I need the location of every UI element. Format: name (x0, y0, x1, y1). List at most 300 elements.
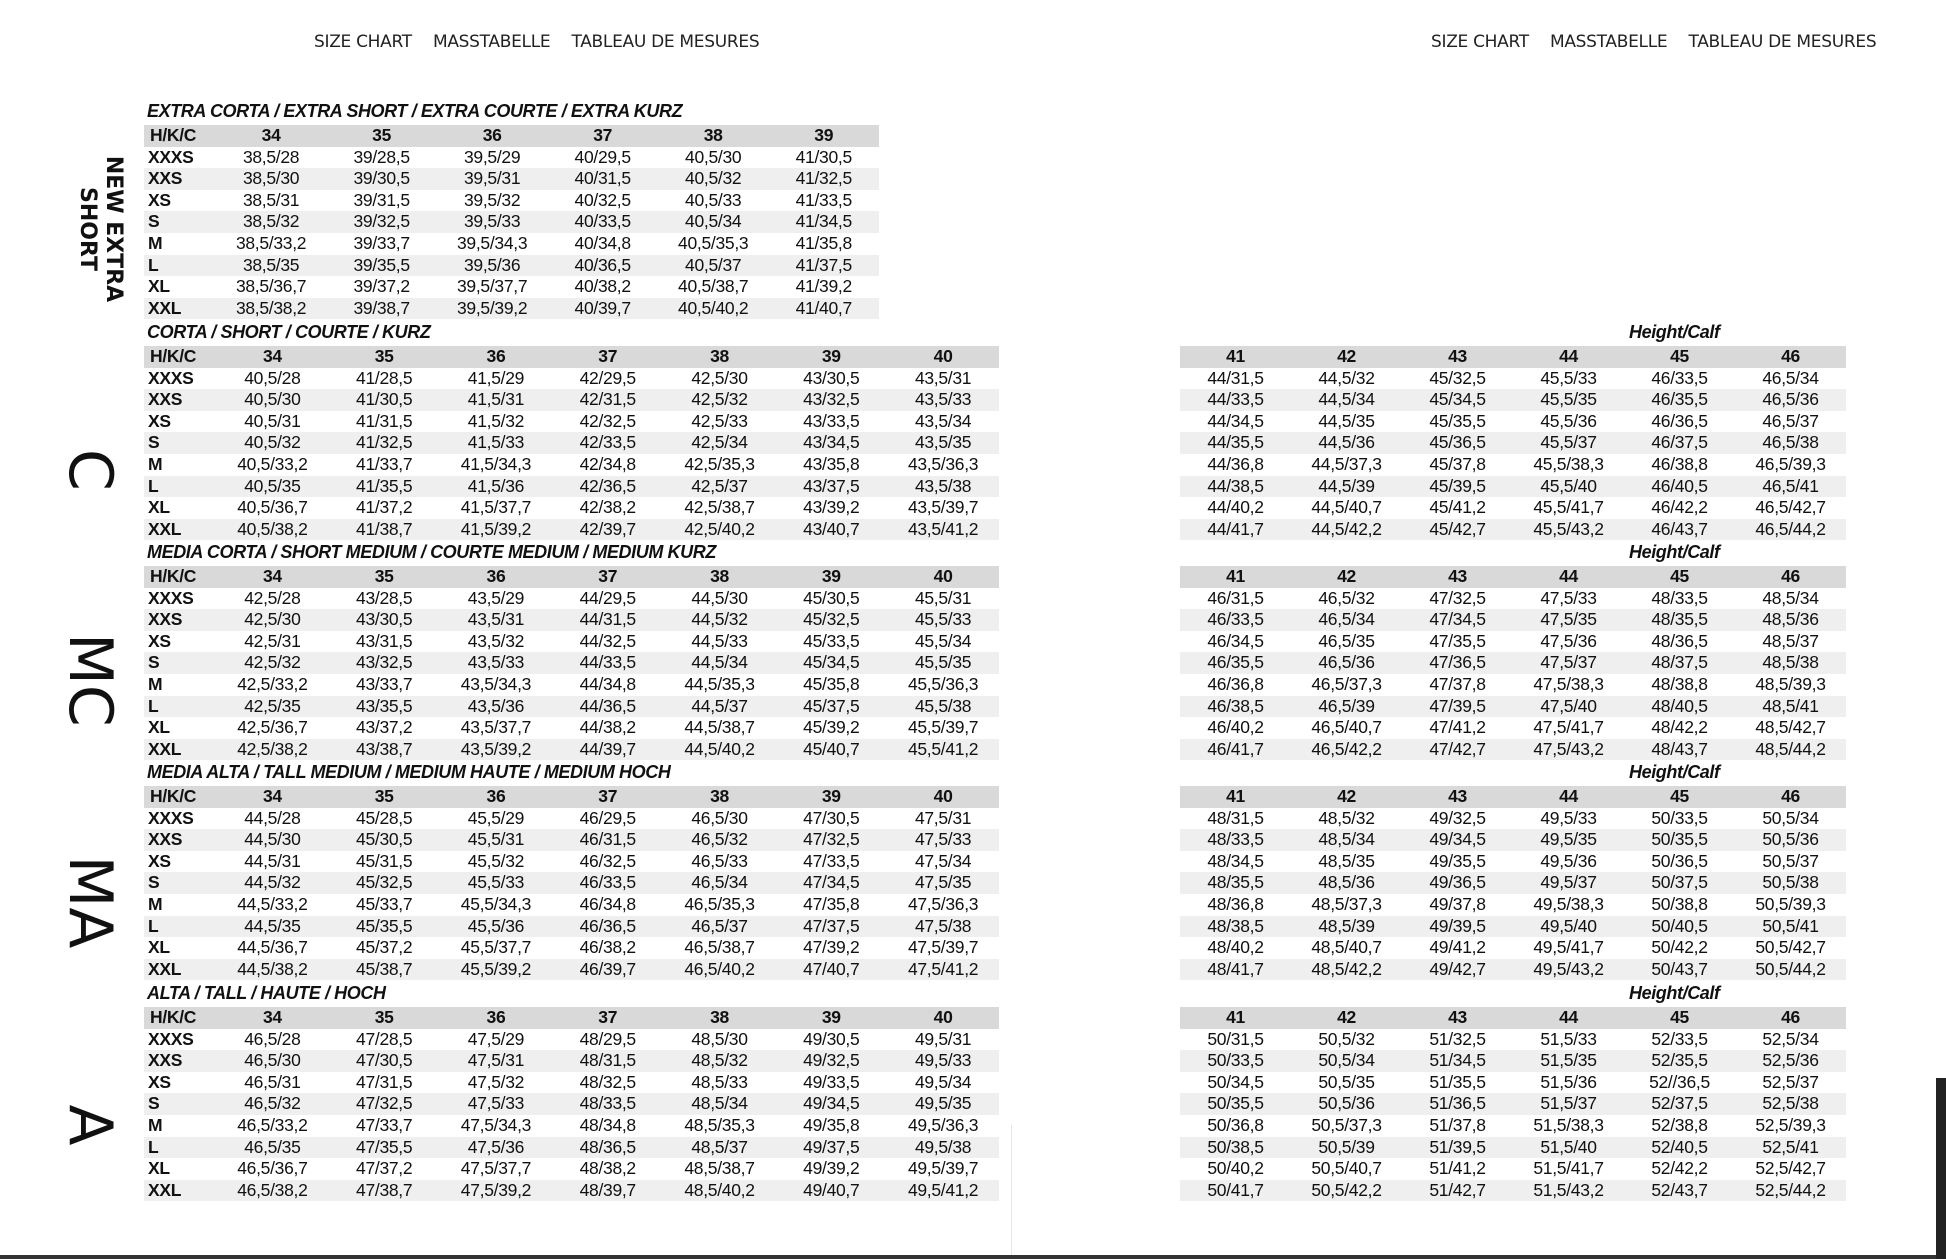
table-row (144, 432, 999, 454)
measure-cell: 41/32,5 (328, 432, 440, 454)
measure-cell: 47,5/36 (1513, 631, 1624, 653)
measure-cell: 46/37,5 (1624, 432, 1735, 454)
measure-cell: 45/30,5 (775, 588, 887, 610)
measure-cell: 45,5/31 (440, 829, 552, 851)
measure-cell: 39,5/34,3 (437, 233, 548, 255)
measure-cell: 51,5/33 (1513, 1029, 1624, 1051)
measure-cell: 44,5/32 (664, 609, 776, 631)
size-label: XXS (144, 168, 216, 190)
measure-cell: 42,5/35,3 (664, 454, 776, 476)
measure-cell: 49,5/39,7 (887, 1158, 999, 1180)
table-row (1180, 454, 1846, 476)
measure-cell: 39/33,7 (326, 233, 436, 255)
header-masstabelle: MASSTABELLE (432, 32, 551, 52)
measure-cell: 42,5/30 (217, 609, 329, 631)
measure-cell: 47,5/37 (1513, 652, 1624, 674)
size-label: XXL (144, 739, 217, 761)
measure-cell: 46,5/32 (1291, 588, 1402, 610)
measure-cell: 41/39,2 (768, 276, 879, 298)
measure-cell: 41/28,5 (328, 368, 440, 390)
measure-cell: 45/39,2 (775, 717, 887, 739)
table-extra-short (144, 125, 879, 319)
table-row (1180, 1180, 1846, 1202)
measure-cell: 44,5/35 (1291, 411, 1402, 433)
measure-cell: 47,5/35 (887, 872, 999, 894)
size-label: XXXS (144, 808, 217, 830)
measure-cell: 43,5/37,7 (440, 717, 552, 739)
measure-cell: 41,5/32 (440, 411, 552, 433)
table-row (144, 168, 879, 190)
measure-cell: 42/34,8 (552, 454, 664, 476)
measure-cell: 49/40,7 (775, 1180, 887, 1202)
measure-cell: 45/35,8 (775, 674, 887, 696)
measure-cell: 39,5/29 (437, 147, 548, 169)
measure-cell: 47/30,5 (775, 808, 887, 830)
measure-cell: 42/36,5 (552, 476, 664, 498)
size-label: XL (144, 497, 217, 519)
measure-cell: 49/34,5 (775, 1093, 887, 1115)
measure-cell: 41,5/36 (440, 476, 552, 498)
measure-cell: 43/35,8 (775, 454, 887, 476)
measure-cell: 45/32,5 (328, 872, 440, 894)
measure-cell: 44/38,2 (552, 717, 664, 739)
shoe-size-header: 39 (768, 125, 879, 147)
measure-cell: 47,5/39,7 (887, 937, 999, 959)
measure-cell: 47,5/39,2 (440, 1180, 552, 1202)
measure-cell: 50/42,2 (1624, 937, 1735, 959)
measure-cell: 52/37,5 (1624, 1093, 1735, 1115)
size-label: XXS (144, 829, 217, 851)
measure-cell: 46,5/33,2 (217, 1115, 329, 1137)
table-row (1180, 808, 1846, 830)
measure-cell: 47,5/36,3 (887, 894, 999, 916)
measure-cell: 46,5/35 (217, 1137, 329, 1159)
measure-cell: 43/33,7 (328, 674, 440, 696)
height-calf-short: Height/Calf (1629, 322, 1720, 342)
measure-cell: 45,5/38 (887, 696, 999, 718)
measure-cell: 40,5/32 (217, 432, 329, 454)
measure-cell: 50/34,5 (1180, 1072, 1291, 1094)
measure-cell: 38,5/35 (216, 255, 327, 277)
measure-cell: 52/35,5 (1624, 1050, 1735, 1072)
size-label: XS (144, 190, 216, 212)
measure-cell: 45,5/41,2 (887, 739, 999, 761)
measure-cell: 40,5/36,7 (217, 497, 329, 519)
table-row (1180, 959, 1846, 981)
measure-cell: 49/35,8 (775, 1115, 887, 1137)
size-label: XXXS (144, 368, 217, 390)
measure-cell: 52,5/41 (1735, 1137, 1846, 1159)
measure-cell: 42,5/34 (664, 432, 776, 454)
measure-cell: 44,5/42,2 (1291, 519, 1402, 541)
measure-cell: 42,5/40,2 (664, 519, 776, 541)
height-calf-tall: Height/Calf (1629, 983, 1720, 1003)
table-row (144, 631, 999, 653)
measure-cell: 45/30,5 (328, 829, 440, 851)
measure-cell: 46/34,5 (1180, 631, 1291, 653)
shoe-size-header: 40 (887, 1007, 999, 1029)
size-label: XXS (144, 609, 217, 631)
measure-cell: 50/38,5 (1180, 1137, 1291, 1159)
measure-cell: 39/30,5 (326, 168, 436, 190)
table-row (1180, 851, 1846, 873)
table-row (1180, 674, 1846, 696)
bottom-border (0, 1255, 1946, 1259)
measure-cell: 42,5/33 (664, 411, 776, 433)
measure-cell: 49/35,5 (1402, 851, 1513, 873)
measure-cell: 44,5/36,7 (217, 937, 329, 959)
measure-cell: 44,5/32 (217, 872, 329, 894)
shoe-size-header: 34 (217, 566, 329, 588)
measure-cell: 48,5/38 (1735, 652, 1846, 674)
measure-cell: 41/35,8 (768, 233, 879, 255)
measure-cell: 46,5/34 (1735, 368, 1846, 390)
header-size-chart: SIZE CHART (314, 32, 412, 52)
table-row (144, 233, 879, 255)
measure-cell: 42,5/38,7 (664, 497, 776, 519)
measure-cell: 46/36,5 (552, 916, 664, 938)
measure-cell: 44,5/38,2 (217, 959, 329, 981)
measure-cell: 41,5/31 (440, 389, 552, 411)
measure-cell: 43,5/32 (440, 631, 552, 653)
table-row (1180, 1072, 1846, 1094)
measure-cell: 47/28,5 (328, 1029, 440, 1051)
measure-cell: 52/40,5 (1624, 1137, 1735, 1159)
measure-cell: 48/33,5 (1624, 588, 1735, 610)
measure-cell: 43/37,2 (328, 717, 440, 739)
measure-cell: 45,5/35 (1513, 389, 1624, 411)
measure-cell: 48,5/42,7 (1735, 717, 1846, 739)
measure-cell: 41/37,2 (328, 497, 440, 519)
measure-cell: 47/32,5 (775, 829, 887, 851)
measure-cell: 51,5/38,3 (1513, 1115, 1624, 1137)
measure-cell: 42,5/35 (217, 696, 329, 718)
table-row (1180, 1158, 1846, 1180)
measure-cell: 38,5/31 (216, 190, 327, 212)
measure-cell: 42,5/32 (664, 389, 776, 411)
measure-cell: 49/41,2 (1402, 937, 1513, 959)
measure-cell: 46,5/38,2 (217, 1180, 329, 1202)
measure-cell: 49,5/40 (1513, 916, 1624, 938)
size-label: XS (144, 411, 217, 433)
measure-cell: 47,5/33 (440, 1093, 552, 1115)
measure-cell: 44,5/37 (664, 696, 776, 718)
hk-header: H/K/C (144, 125, 216, 147)
measure-cell: 46,5/39,3 (1735, 454, 1846, 476)
measure-cell: 45,5/43,2 (1513, 519, 1624, 541)
measure-cell: 45/35,5 (1402, 411, 1513, 433)
measure-cell: 45,5/33 (1513, 368, 1624, 390)
measure-cell: 44/34,5 (1180, 411, 1291, 433)
measure-cell: 45/39,5 (1402, 476, 1513, 498)
measure-cell: 39/31,5 (326, 190, 436, 212)
measure-cell: 40,5/33 (658, 190, 769, 212)
measure-cell: 51/42,7 (1402, 1180, 1513, 1202)
table-header-row (1180, 566, 1846, 588)
measure-cell: 46,5/37,3 (1291, 674, 1402, 696)
hk-header: H/K/C (144, 786, 217, 808)
measure-cell: 48,5/36 (1735, 609, 1846, 631)
measure-cell: 52/43,7 (1624, 1180, 1735, 1202)
measure-cell: 39,5/32 (437, 190, 548, 212)
measure-cell: 48/35,5 (1624, 609, 1735, 631)
measure-cell: 45,5/38,3 (1513, 454, 1624, 476)
measure-cell: 50,5/37,3 (1291, 1115, 1402, 1137)
measure-cell: 45,5/34,3 (440, 894, 552, 916)
side-label-line-1: NEW EXTRA (101, 155, 126, 303)
measure-cell: 50/35,5 (1180, 1093, 1291, 1115)
measure-cell: 40/31,5 (547, 168, 657, 190)
table-tall-medium-left (144, 786, 999, 980)
measure-cell: 50,5/36 (1735, 829, 1846, 851)
side-label-new-extra-short (74, 149, 126, 309)
shoe-size-header: 45 (1624, 566, 1735, 588)
shoe-size-header: 43 (1402, 1007, 1513, 1029)
shoe-size-header: 35 (328, 566, 440, 588)
measure-cell: 49/39,5 (1402, 916, 1513, 938)
measure-cell: 39/37,2 (326, 276, 436, 298)
shoe-size-header: 35 (328, 346, 440, 368)
measure-cell: 46,5/33 (664, 851, 776, 873)
measure-cell: 48/40,5 (1624, 696, 1735, 718)
table-row (1180, 916, 1846, 938)
measure-cell: 50,5/37 (1735, 851, 1846, 873)
side-label-tall-medium: MA (55, 855, 125, 949)
measure-cell: 48,5/36 (1291, 872, 1402, 894)
measure-cell: 44,5/40,7 (1291, 497, 1402, 519)
table-row (1180, 609, 1846, 631)
measure-cell: 45/32,5 (1402, 368, 1513, 390)
table-row (144, 808, 999, 830)
table-row (144, 1115, 999, 1137)
table-row (144, 1029, 999, 1051)
measure-cell: 47/42,7 (1402, 739, 1513, 761)
table-row (144, 368, 999, 390)
hk-header: H/K/C (144, 566, 217, 588)
measure-cell: 49,5/41,2 (887, 1180, 999, 1202)
measure-cell: 48/38,5 (1180, 916, 1291, 938)
measure-cell: 49/42,7 (1402, 959, 1513, 981)
measure-cell: 46,5/32 (217, 1093, 329, 1115)
measure-cell: 43/35,5 (328, 696, 440, 718)
shoe-size-header: 42 (1291, 1007, 1402, 1029)
measure-cell: 40,5/34 (658, 211, 769, 233)
measure-cell: 44,5/32 (1291, 368, 1402, 390)
measure-cell: 45/32,5 (775, 609, 887, 631)
measure-cell: 43/38,7 (328, 739, 440, 761)
measure-cell: 42/31,5 (552, 389, 664, 411)
measure-cell: 46,5/39 (1291, 696, 1402, 718)
measure-cell: 43,5/33 (887, 389, 999, 411)
measure-cell: 48,5/38,7 (664, 1158, 776, 1180)
measure-cell: 44,5/35,3 (664, 674, 776, 696)
size-label: XL (144, 1158, 217, 1180)
measure-cell: 43/34,5 (775, 432, 887, 454)
table-short-right (1180, 346, 1846, 540)
measure-cell: 50/35,5 (1624, 829, 1735, 851)
table-row (144, 454, 999, 476)
measure-cell: 43/32,5 (775, 389, 887, 411)
measure-cell: 46/29,5 (552, 808, 664, 830)
table-row (1180, 739, 1846, 761)
table-row (1180, 1029, 1846, 1051)
size-label: L (144, 916, 217, 938)
measure-cell: 46,5/37 (664, 916, 776, 938)
hk-header: H/K/C (144, 346, 217, 368)
measure-cell: 48,5/33 (664, 1072, 776, 1094)
measure-cell: 50,5/39 (1291, 1137, 1402, 1159)
measure-cell: 47/41,2 (1402, 717, 1513, 739)
measure-cell: 45,5/39,7 (887, 717, 999, 739)
measure-cell: 48,5/39,3 (1735, 674, 1846, 696)
size-label: S (144, 1093, 217, 1115)
measure-cell: 43/33,5 (775, 411, 887, 433)
size-label: XL (144, 937, 217, 959)
size-label: XXXS (144, 147, 216, 169)
measure-cell: 46/41,7 (1180, 739, 1291, 761)
measure-cell: 47/38,7 (328, 1180, 440, 1202)
measure-cell: 48,5/35,3 (664, 1115, 776, 1137)
measure-cell: 45,5/40 (1513, 476, 1624, 498)
measure-cell: 51,5/36 (1513, 1072, 1624, 1094)
table-row (144, 497, 999, 519)
measure-cell: 40,5/35,3 (658, 233, 769, 255)
measure-cell: 46,5/30 (217, 1050, 329, 1072)
measure-cell: 45,5/39,2 (440, 959, 552, 981)
measure-cell: 49,5/34 (887, 1072, 999, 1094)
measure-cell: 44/33,5 (1180, 389, 1291, 411)
measure-cell: 41,5/33 (440, 432, 552, 454)
shoe-size-header: 37 (552, 786, 664, 808)
size-label: XS (144, 851, 217, 873)
measure-cell: 40,5/35 (217, 476, 329, 498)
measure-cell: 49,5/43,2 (1513, 959, 1624, 981)
measure-cell: 51/35,5 (1402, 1072, 1513, 1094)
measure-cell: 49,5/31 (887, 1029, 999, 1051)
table-row (144, 1050, 999, 1072)
side-label-tall: A (55, 1104, 125, 1146)
measure-cell: 46,5/28 (217, 1029, 329, 1051)
measure-cell: 41/30,5 (328, 389, 440, 411)
measure-cell: 41/33,5 (768, 190, 879, 212)
side-label-short: C (55, 449, 125, 491)
measure-cell: 42/39,7 (552, 519, 664, 541)
measure-cell: 48/34,8 (552, 1115, 664, 1137)
measure-cell: 49/37,8 (1402, 894, 1513, 916)
table-short-left (144, 346, 999, 540)
measure-cell: 39/38,7 (326, 298, 436, 320)
measure-cell: 42,5/30 (664, 368, 776, 390)
shoe-size-header: 34 (217, 786, 329, 808)
measure-cell: 47/35,8 (775, 894, 887, 916)
measure-cell: 43/39,2 (775, 497, 887, 519)
measure-cell: 38,5/36,7 (216, 276, 327, 298)
measure-cell: 47,5/40 (1513, 696, 1624, 718)
measure-cell: 46/33,5 (552, 872, 664, 894)
measure-cell: 46/33,5 (1180, 609, 1291, 631)
measure-cell: 45,5/36 (440, 916, 552, 938)
measure-cell: 42/32,5 (552, 411, 664, 433)
measure-cell: 43,5/36,3 (887, 454, 999, 476)
measure-cell: 46,5/36,7 (217, 1158, 329, 1180)
table-row (1180, 894, 1846, 916)
measure-cell: 48,5/37 (1735, 631, 1846, 653)
table-row (144, 1093, 999, 1115)
table-row (144, 959, 999, 981)
table-row (1180, 588, 1846, 610)
measure-cell: 46,5/31 (217, 1072, 329, 1094)
shoe-size-header: 44 (1513, 1007, 1624, 1029)
measure-cell: 51/32,5 (1402, 1029, 1513, 1051)
measure-cell: 45,5/33 (440, 872, 552, 894)
measure-cell: 40,5/30 (217, 389, 329, 411)
shoe-size-header: 39 (775, 346, 887, 368)
measure-cell: 43,5/34 (887, 411, 999, 433)
measure-cell: 48,5/34 (1291, 829, 1402, 851)
size-label: L (144, 696, 217, 718)
measure-cell: 48,5/32 (664, 1050, 776, 1072)
measure-cell: 42/38,2 (552, 497, 664, 519)
measure-cell: 49/34,5 (1402, 829, 1513, 851)
measure-cell: 40,5/40,2 (658, 298, 769, 320)
measure-cell: 48/36,5 (552, 1137, 664, 1159)
measure-cell: 39/28,5 (326, 147, 436, 169)
measure-cell: 48/41,7 (1180, 959, 1291, 981)
size-label: L (144, 476, 217, 498)
measure-cell: 45/37,5 (775, 696, 887, 718)
measure-cell: 51,5/40 (1513, 1137, 1624, 1159)
shoe-size-header: 37 (547, 125, 657, 147)
measure-cell: 41/32,5 (768, 168, 879, 190)
page-header-right (1431, 32, 1892, 52)
measure-cell: 47,5/41,7 (1513, 717, 1624, 739)
shoe-size-header: 45 (1624, 346, 1735, 368)
measure-cell: 40,5/30 (658, 147, 769, 169)
measure-cell: 41,5/29 (440, 368, 552, 390)
table-row (144, 147, 879, 169)
table-header-row (1180, 1007, 1846, 1029)
measure-cell: 43,5/41,2 (887, 519, 999, 541)
measure-cell: 48,5/30 (664, 1029, 776, 1051)
shoe-size-header: 44 (1513, 346, 1624, 368)
measure-cell: 49/30,5 (775, 1029, 887, 1051)
measure-cell: 49/32,5 (1402, 808, 1513, 830)
table-row (144, 609, 999, 631)
measure-cell: 45/37,8 (1402, 454, 1513, 476)
measure-cell: 42,5/36,7 (217, 717, 329, 739)
table-row (1180, 631, 1846, 653)
measure-cell: 46,5/40,7 (1291, 717, 1402, 739)
table-row (144, 1137, 999, 1159)
measure-cell: 50,5/40,7 (1291, 1158, 1402, 1180)
measure-cell: 46/42,2 (1624, 497, 1735, 519)
measure-cell: 45/38,7 (328, 959, 440, 981)
measure-cell: 47,5/41,2 (887, 959, 999, 981)
table-row (1180, 1137, 1846, 1159)
shoe-size-header: 34 (216, 125, 327, 147)
table-row (144, 652, 999, 674)
measure-cell: 40,5/33,2 (217, 454, 329, 476)
measure-cell: 42,5/38,2 (217, 739, 329, 761)
measure-cell: 44/38,5 (1180, 476, 1291, 498)
height-calf-short-medium: Height/Calf (1629, 542, 1720, 562)
table-tall-left (144, 1007, 999, 1201)
measure-cell: 48/31,5 (1180, 808, 1291, 830)
table-row (1180, 1093, 1846, 1115)
measure-cell: 46/35,5 (1180, 652, 1291, 674)
measure-cell: 47,5/37,7 (440, 1158, 552, 1180)
measure-cell: 39/35,5 (326, 255, 436, 277)
